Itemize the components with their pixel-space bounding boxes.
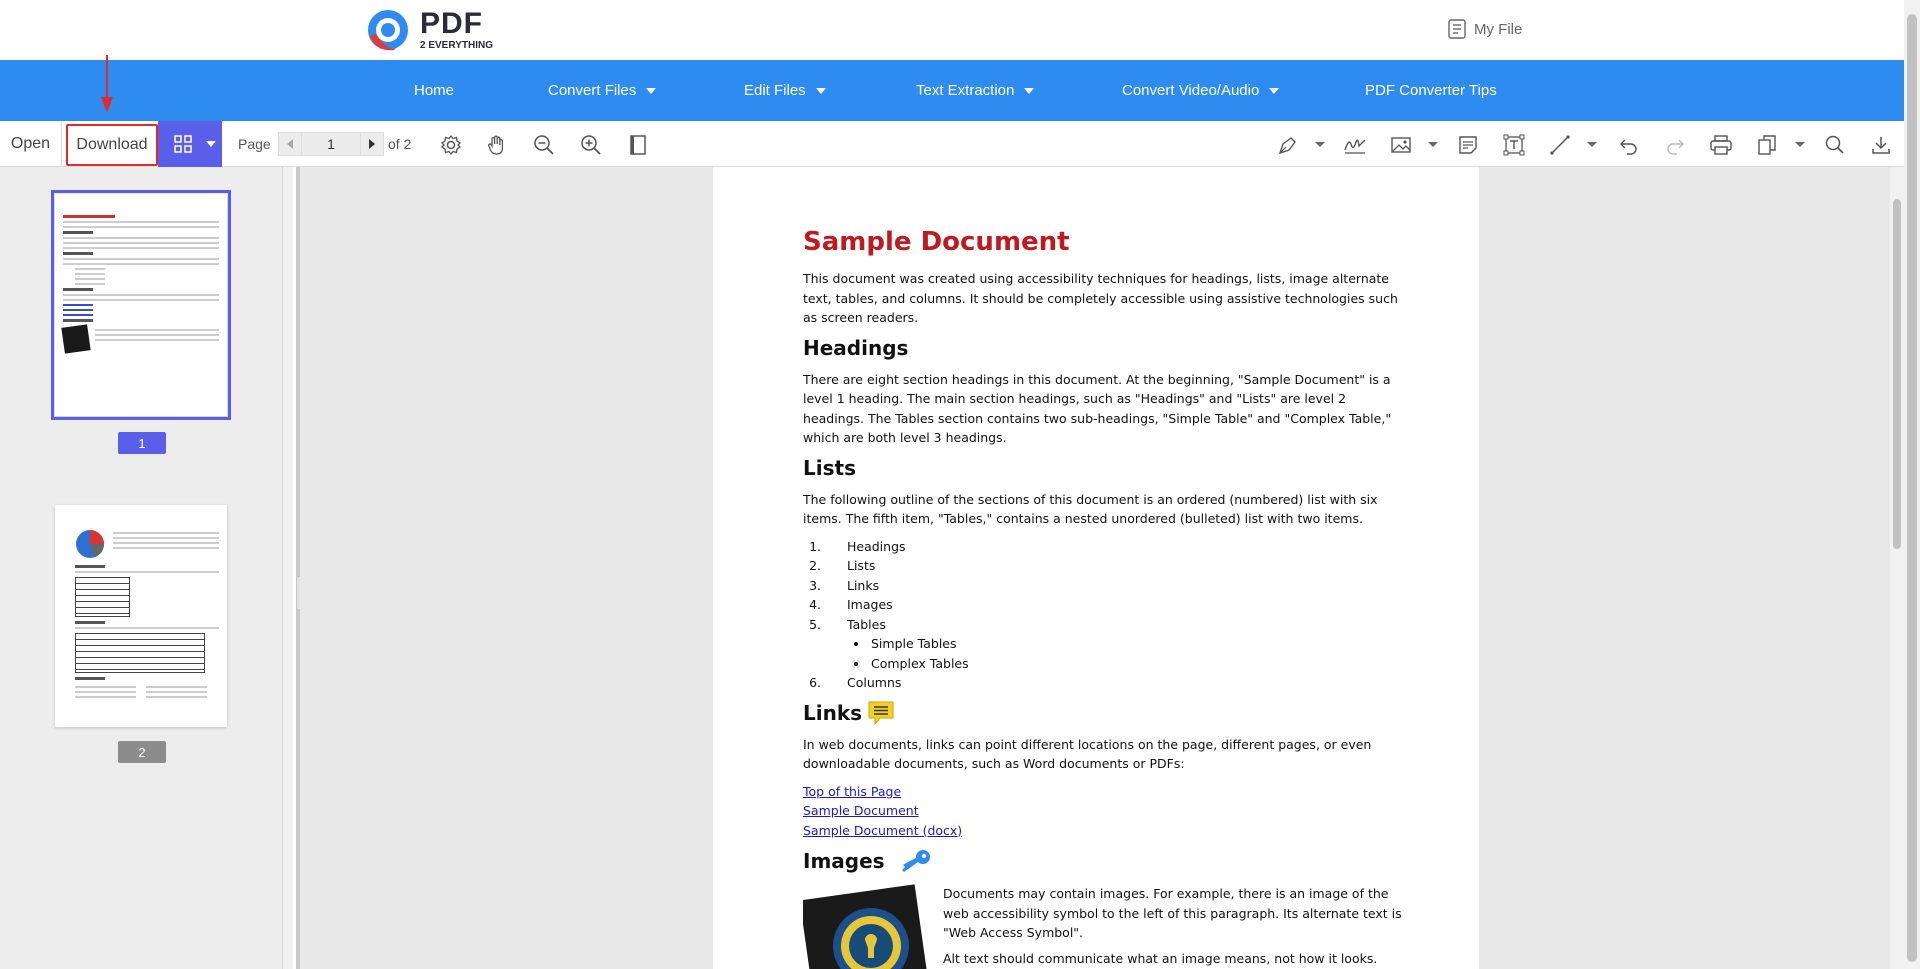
- triangle-right-icon: [368, 139, 376, 149]
- viewer-toolbar: [0, 121, 1904, 167]
- download-icon: [1870, 134, 1892, 156]
- logo-text-sub: 2 EVERYTHING: [420, 40, 493, 51]
- list-item: 2. Lists: [825, 556, 1403, 576]
- pen-button[interactable]: [1275, 132, 1301, 158]
- page-thumbnail-2[interactable]: [55, 505, 227, 727]
- section-heading: [803, 456, 1403, 480]
- section-heading: [803, 848, 1403, 874]
- heading-text: Headings: [803, 335, 909, 360]
- image-icon: [1390, 134, 1412, 156]
- signature-button[interactable]: [1342, 132, 1368, 158]
- annotation-arrow-icon: [100, 55, 114, 113]
- web-access-symbol-image: [803, 884, 929, 969]
- zoom-out-icon: [533, 134, 555, 156]
- nav-convert-files[interactable]: [548, 60, 656, 121]
- site-logo[interactable]: [366, 5, 506, 55]
- undo-button[interactable]: [1616, 132, 1642, 158]
- nav-convert-video-audio-label: Convert Video/Audio: [1122, 82, 1260, 99]
- sub-list-item: • Simple Tables: [869, 634, 1403, 654]
- pen-icon: [1277, 134, 1299, 156]
- my-file-label: My File: [1474, 20, 1523, 38]
- line-button[interactable]: [1547, 132, 1573, 158]
- download-button[interactable]: Download: [66, 124, 158, 166]
- nav-home[interactable]: [414, 60, 454, 121]
- nav-text-extraction-label: Text Extraction: [916, 82, 1015, 99]
- zoom-in-icon: [580, 134, 602, 156]
- images-paragraph: Documents may contain images. For example, there is an image of the web accessibility symbol to the left of this paragraph. Its alternate text is "Web Access Symbol".: [943, 886, 1402, 940]
- zoom-in-button[interactable]: [578, 132, 604, 158]
- my-file-link[interactable]: [1448, 19, 1522, 39]
- zoom-out-button[interactable]: [531, 132, 557, 158]
- pdf-page: [713, 167, 1479, 969]
- list-item: 6. Columns: [825, 673, 1403, 693]
- links-heading-text: Links: [803, 700, 863, 725]
- key-icon[interactable]: [899, 848, 933, 874]
- print-icon: [1709, 134, 1733, 156]
- chevron-down-icon: [816, 88, 826, 94]
- undo-icon: [1618, 134, 1640, 156]
- insert-image-button[interactable]: [1388, 132, 1414, 158]
- unordered-list: [869, 634, 1403, 673]
- document-content: [803, 227, 1403, 969]
- thumbnail-view-button[interactable]: [158, 121, 222, 167]
- nav-pdf-converter-tips[interactable]: [1365, 60, 1497, 121]
- page-navigator: [278, 132, 384, 156]
- chevron-down-icon[interactable]: [206, 141, 216, 147]
- images-heading-text: Images: [803, 849, 885, 873]
- logo-text-main: PDF: [420, 7, 483, 40]
- page-count: of 2: [388, 136, 412, 152]
- line-icon: [1549, 134, 1571, 156]
- nav-pdf-converter-tips-label: PDF Converter Tips: [1365, 82, 1497, 99]
- thumbnail-page-number[interactable]: 1: [118, 432, 166, 454]
- page-layout-button[interactable]: [625, 132, 651, 158]
- file-icon: [1448, 19, 1466, 39]
- text-box-button[interactable]: [1501, 132, 1527, 158]
- save-download-button[interactable]: [1868, 132, 1894, 158]
- window-scrollbar[interactable]: [1904, 0, 1920, 969]
- copy-button[interactable]: [1754, 132, 1780, 158]
- note-button[interactable]: [1455, 132, 1481, 158]
- chevron-down-icon[interactable]: [1428, 142, 1438, 147]
- single-page-icon: [627, 134, 649, 156]
- list-item: 1. Headings: [825, 537, 1403, 557]
- nav-text-extraction[interactable]: [916, 60, 1034, 121]
- pan-hand-icon: [486, 134, 508, 156]
- link-sample-document-docx[interactable]: Sample Document (docx): [803, 822, 963, 838]
- text-box-icon: [1503, 134, 1525, 156]
- redo-icon: [1664, 134, 1686, 156]
- open-button[interactable]: Open: [0, 121, 62, 167]
- list-item: 4. Images: [825, 595, 1403, 615]
- sub-list-item: • Complex Tables: [869, 654, 1403, 674]
- chevron-down-icon: [646, 88, 656, 94]
- settings-icon: [440, 134, 462, 156]
- nav-home-label: Home: [414, 82, 455, 99]
- search-icon: [1824, 134, 1846, 156]
- thumbnail-scrollbar[interactable]: [283, 167, 293, 969]
- section-heading: [803, 701, 1403, 725]
- note-icon: [1457, 134, 1479, 156]
- lists-paragraph: The following outline of the sections of this document is an ordered (numbered) list with six items. The fifth item, "Tables," contains a nested unordered (bulleted) list with two items.: [803, 491, 1378, 526]
- list-item: 3. Links: [825, 576, 1403, 596]
- prev-page-button[interactable]: [278, 132, 302, 156]
- section-heading: [803, 336, 1403, 360]
- top-header: [0, 0, 1904, 60]
- nav-convert-video-audio[interactable]: [1122, 60, 1279, 121]
- settings-button[interactable]: [438, 132, 464, 158]
- intro-paragraph: This document was created using accessibility techniques for headings, lists, image alternate text, tables, and columns. It should be completely accessible using assistive technologies such as screen readers.: [803, 271, 1398, 325]
- window-scrollbar-thumb[interactable]: [1907, 14, 1917, 962]
- comment-note-icon[interactable]: [868, 701, 894, 725]
- thumbnail-panel: [0, 167, 283, 969]
- signature-icon: [1343, 134, 1367, 156]
- next-page-button[interactable]: [360, 132, 384, 156]
- thumbnail-page-number[interactable]: 2: [118, 741, 166, 763]
- links-paragraph: In web documents, links can point different locations on the page, different pages, or even downloadable documents, such as Word documents or PDFs:: [803, 736, 1372, 771]
- print-button[interactable]: [1708, 132, 1734, 158]
- nav-edit-files-label: Edit Files: [744, 82, 806, 99]
- page-label: Page: [238, 136, 271, 152]
- list-item: [825, 615, 1403, 674]
- document-scrollbar[interactable]: [1890, 167, 1904, 969]
- scrollbar-thumb[interactable]: [1893, 199, 1901, 549]
- chevron-down-icon[interactable]: [1795, 142, 1805, 147]
- nav-edit-files[interactable]: [744, 60, 826, 121]
- alt-text-paragraph: Alt text should communicate what an image means, not how it looks.: [943, 950, 1378, 966]
- pan-button[interactable]: [484, 132, 510, 158]
- document-viewer: [300, 167, 1890, 969]
- logo-icon: [366, 6, 414, 54]
- nav-convert-files-label: Convert Files: [548, 82, 637, 99]
- page-number-input[interactable]: 1: [302, 132, 360, 156]
- list-item-text: Tables: [847, 616, 886, 632]
- pie-chart-icon: [75, 529, 105, 559]
- chevron-down-icon: [1269, 88, 1279, 94]
- link-sample-document[interactable]: Sample Document: [803, 803, 919, 818]
- ordered-list: [825, 537, 1403, 693]
- chevron-down-icon[interactable]: [1315, 142, 1325, 147]
- chevron-down-icon: [1024, 88, 1034, 94]
- search-button[interactable]: [1822, 132, 1848, 158]
- grid-icon: [174, 135, 192, 153]
- redo-button[interactable]: [1662, 132, 1688, 158]
- main-nav: [0, 60, 1904, 121]
- triangle-left-icon: [286, 139, 294, 149]
- images-section: [803, 884, 1403, 969]
- link-top-of-page[interactable]: Top of this Page: [803, 783, 902, 799]
- document-title: Sample Document: [803, 227, 1070, 257]
- page-thumbnail-1[interactable]: [55, 194, 227, 416]
- chevron-down-icon[interactable]: [1587, 142, 1597, 147]
- headings-paragraph: There are eight section headings in this document. At the beginning, "Sample Document" is a level 1 heading. The main section headings, such as "Headings" and "Lists" are level 2 headings. The Tables section contains two sub-headings, "Simple Table" and "Complex Table," which are both level 3 headings.: [803, 371, 1392, 445]
- copy-icon: [1756, 134, 1778, 156]
- lists-heading-text: Lists: [803, 455, 856, 480]
